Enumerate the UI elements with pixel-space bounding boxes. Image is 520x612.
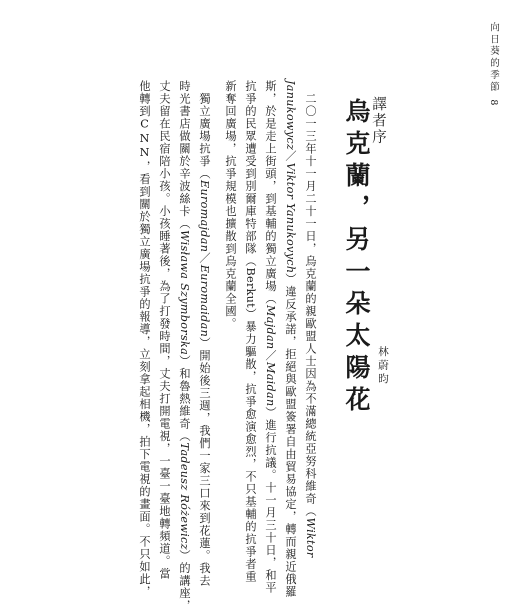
body-text: ）開始後三週，我們一家三口來到花蓮。我去: [198, 337, 211, 588]
body-line-9: [137, 80, 151, 598]
body-text: 抗爭的民眾遭受到別爾庫特部隊（: [244, 80, 257, 268]
body-text: 他轉到: [138, 80, 151, 118]
body-latin-text: Viktor Yanukovych: [284, 162, 297, 274]
body-line-6: [197, 80, 211, 588]
body-latin-text: Majdan: [264, 305, 277, 350]
running-head-book-title: 向日葵的季節: [488, 22, 499, 94]
body-text: ）違反承諾，拒絕與歐盟簽署自由貿易協定，轉而親近俄羅: [284, 273, 297, 599]
body-latin-text: Euromajdan: [198, 180, 211, 253]
running-head: [486, 22, 500, 162]
body-text: ）暴力驅散，抗爭愈演愈烈，不只基輔的抗爭者重: [244, 307, 257, 583]
body-text: 二〇一三年十一月二十一日，烏克蘭的親歐盟人士因為不滿總統亞努科維奇（: [304, 80, 317, 518]
body-text: ／: [264, 349, 277, 362]
body-text: 獨立廣場抗爭（: [198, 80, 211, 180]
body-text: 斯，於是走上街頭，到基輔的獨立廣場（: [264, 80, 277, 305]
body-text: CNN: [138, 117, 151, 161]
body-text: ／: [198, 252, 211, 265]
author-name: 林蔚昀: [377, 346, 389, 387]
body-line-8: [157, 80, 171, 580]
body-latin-text: Berkut: [244, 267, 257, 308]
body-latin-text: Maidan: [264, 361, 277, 407]
body-latin-text: Euromaidan: [198, 264, 211, 338]
body-text: ）和魯熱維奇（: [178, 355, 191, 443]
body-line-3: [263, 80, 277, 594]
essay-title: 烏克蘭，另一朵太陽花: [342, 98, 371, 418]
preface-label: 譯者序: [370, 96, 386, 146]
body-text: ）進行抗議。十一月三十日，和平: [264, 406, 277, 594]
body-latin-text: Janukowycz: [284, 80, 297, 151]
body-line-2: [283, 80, 297, 599]
body-line-7: [177, 80, 191, 612]
body-text: ）的講座，: [178, 549, 191, 612]
body-latin-text: Tadeusz Różewicz: [178, 442, 191, 550]
body-line-4: [243, 80, 257, 583]
body-text: 新奪回廣場，抗爭規模也擴散到烏克蘭全國。: [224, 80, 237, 330]
body-latin-text: Wiktor: [304, 517, 317, 558]
body-line-1: [303, 80, 317, 558]
body-text: 丈夫留在民宿陪小孩。小孩睡著後，為了打發時間，丈夫打開電視，一臺一臺地轉頻道。當: [158, 80, 171, 580]
body-latin-text: Wisława Szymborska: [178, 230, 191, 356]
body-text: ，看到關於獨立廣場抗爭的報導，立刻拿起相機，拍下電視的畫面。不只如此，: [138, 160, 151, 598]
page-number: 8: [488, 99, 499, 108]
body-line-5: [223, 80, 237, 432]
body-text: ／: [284, 150, 297, 163]
body-text: 時光書店做關於辛波絲卡（: [178, 80, 191, 230]
